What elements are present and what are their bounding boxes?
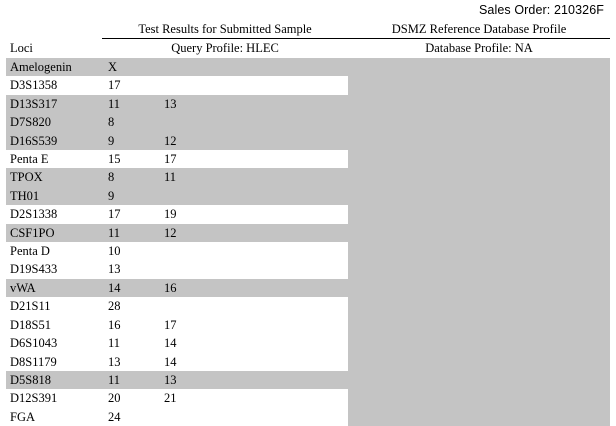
- row-allele-1: 10: [108, 244, 121, 259]
- row-loci-label: FGA: [10, 409, 36, 424]
- table-row: [6, 297, 610, 315]
- row-allele-4: [280, 150, 348, 168]
- row-allele-2: 14: [164, 354, 177, 369]
- row-allele-2: [158, 113, 218, 131]
- row-allele-3: [218, 187, 280, 205]
- row-allele-3: [218, 205, 280, 223]
- row-allele-4: [280, 168, 348, 186]
- row-allele-4: [280, 58, 348, 76]
- row-database-value: [348, 168, 610, 186]
- row-allele-2: [158, 187, 218, 205]
- row-loci-label: D3S1358: [10, 78, 58, 93]
- row-allele-4: [280, 371, 348, 389]
- row-allele-2: 17: [164, 317, 177, 332]
- row-allele-3: [218, 316, 280, 334]
- row-database-value: [348, 187, 610, 205]
- row-database-value: [348, 297, 610, 315]
- row-loci-label: D13S317: [6, 95, 102, 113]
- row-allele-1: 8: [102, 113, 158, 131]
- row-allele-3: [218, 279, 280, 297]
- row-allele-3: [218, 113, 280, 131]
- row-loci-label: D21S11: [10, 299, 51, 314]
- row-allele-3: [218, 334, 280, 352]
- table-row: [6, 95, 610, 113]
- row-allele-1: 11: [102, 95, 158, 113]
- row-allele-2: [158, 297, 218, 315]
- table-row: [6, 113, 610, 131]
- table-row: [6, 353, 610, 371]
- table-row: [6, 187, 610, 205]
- row-allele-4: [280, 95, 348, 113]
- row-allele-2: 13: [158, 371, 218, 389]
- row-allele-1: 14: [102, 279, 158, 297]
- table-section-header-row: [6, 20, 610, 39]
- row-allele-2: 11: [158, 168, 218, 186]
- row-allele-4: [280, 279, 348, 297]
- row-allele-2: [158, 408, 218, 426]
- subheader-database-profile: Database Profile: NA: [425, 41, 533, 55]
- row-loci-label: Penta E: [10, 152, 49, 167]
- table-row: [6, 316, 610, 334]
- row-allele-4: [280, 242, 348, 260]
- row-database-value: [348, 389, 610, 407]
- row-loci-label: D7S820: [6, 113, 102, 131]
- row-allele-4: [280, 389, 348, 407]
- row-allele-4: [280, 334, 348, 352]
- row-allele-3: [218, 150, 280, 168]
- row-allele-4: [280, 353, 348, 371]
- row-allele-3: [218, 408, 280, 426]
- row-allele-4: [280, 205, 348, 223]
- row-allele-3: [218, 58, 280, 76]
- row-database-value: [348, 242, 610, 260]
- row-allele-3: [218, 224, 280, 242]
- row-allele-2: 16: [158, 279, 218, 297]
- row-allele-1: X: [102, 58, 158, 76]
- row-loci-label: Amelogenin: [6, 58, 102, 76]
- section-header-reference: DSMZ Reference Database Profile: [348, 20, 610, 39]
- row-allele-4: [280, 297, 348, 315]
- table-row: [6, 279, 610, 297]
- row-allele-3: [218, 242, 280, 260]
- row-allele-3: [218, 76, 280, 94]
- table-row: [6, 150, 610, 168]
- row-allele-1: 11: [102, 224, 158, 242]
- row-loci-label: D2S1338: [10, 207, 58, 222]
- row-loci-label: D12S391: [10, 391, 58, 406]
- row-database-value: [348, 58, 610, 76]
- row-allele-2: 12: [158, 224, 218, 242]
- row-allele-4: [280, 132, 348, 150]
- row-database-value: [348, 279, 610, 297]
- table-row: [6, 389, 610, 407]
- row-allele-4: [280, 316, 348, 334]
- row-allele-2: [158, 260, 218, 278]
- row-allele-4: [280, 224, 348, 242]
- row-allele-1: 16: [108, 317, 121, 332]
- row-allele-2: 12: [158, 132, 218, 150]
- row-allele-1: 15: [108, 152, 121, 167]
- row-loci-label: CSF1PO: [6, 224, 102, 242]
- row-loci-label: TPOX: [6, 168, 102, 186]
- row-loci-label: D5S818: [6, 371, 102, 389]
- row-allele-3: [218, 132, 280, 150]
- row-allele-1: 8: [102, 168, 158, 186]
- row-allele-4: [280, 113, 348, 131]
- table-row: [6, 168, 610, 186]
- row-allele-1: 20: [108, 391, 121, 406]
- row-allele-2: 21: [164, 391, 177, 406]
- row-database-value: [348, 371, 610, 389]
- row-allele-2: 17: [164, 152, 177, 167]
- table-row: [6, 242, 610, 260]
- row-allele-1: 9: [102, 132, 158, 150]
- row-database-value: [348, 76, 610, 94]
- row-allele-3: [218, 297, 280, 315]
- row-allele-2: 13: [158, 95, 218, 113]
- table-row: [6, 371, 610, 389]
- row-database-value: [348, 260, 610, 278]
- table-row: [6, 334, 610, 352]
- row-allele-3: [218, 95, 280, 113]
- row-database-value: [348, 224, 610, 242]
- row-loci-label: D16S539: [6, 132, 102, 150]
- table-row: [6, 58, 610, 76]
- row-loci-label: D6S1043: [10, 336, 58, 351]
- row-allele-4: [280, 260, 348, 278]
- subheader-loci: Loci: [10, 40, 33, 55]
- row-database-value: [348, 408, 610, 426]
- row-allele-1: 13: [108, 262, 121, 277]
- row-allele-2: 14: [164, 336, 177, 351]
- sales-order-line: Sales Order: 210326F: [479, 3, 604, 17]
- table-subheader-row: [6, 39, 610, 59]
- section-header-spacer: [6, 20, 102, 39]
- table-row: [6, 205, 610, 223]
- row-allele-1: 28: [108, 299, 121, 314]
- table-row: [6, 260, 610, 278]
- row-allele-3: [218, 389, 280, 407]
- row-allele-2: [158, 242, 218, 260]
- row-allele-1: 17: [108, 78, 121, 93]
- row-loci-label: D18S51: [10, 317, 51, 332]
- row-loci-label: Penta D: [10, 244, 50, 259]
- row-allele-1: 17: [108, 207, 121, 222]
- row-database-value: [348, 353, 610, 371]
- row-allele-2: 19: [164, 207, 177, 222]
- table-row: [6, 76, 610, 94]
- str-results-table: [6, 20, 610, 426]
- row-allele-3: [218, 353, 280, 371]
- table-row: [6, 224, 610, 242]
- row-allele-3: [218, 260, 280, 278]
- row-allele-3: [218, 371, 280, 389]
- table-row: [6, 132, 610, 150]
- row-allele-2: [158, 58, 218, 76]
- row-allele-3: [218, 168, 280, 186]
- row-database-value: [348, 205, 610, 223]
- row-database-value: [348, 113, 610, 131]
- row-allele-4: [280, 408, 348, 426]
- row-allele-1: 13: [108, 354, 121, 369]
- row-loci-label: vWA: [6, 279, 102, 297]
- row-allele-4: [280, 187, 348, 205]
- subheader-query-profile: Query Profile: HLEC: [171, 41, 279, 55]
- table-row: [6, 408, 610, 426]
- row-loci-label: D19S433: [10, 262, 58, 277]
- row-database-value: [348, 95, 610, 113]
- row-allele-1: 24: [108, 409, 121, 424]
- row-database-value: [348, 132, 610, 150]
- row-allele-1: 9: [102, 187, 158, 205]
- row-loci-label: D8S1179: [10, 354, 57, 369]
- row-database-value: [348, 334, 610, 352]
- row-allele-1: 11: [108, 336, 121, 351]
- row-allele-4: [280, 76, 348, 94]
- row-allele-1: 11: [102, 371, 158, 389]
- row-loci-label: TH01: [6, 187, 102, 205]
- row-database-value: [348, 150, 610, 168]
- section-header-test-results: Test Results for Submitted Sample: [102, 20, 348, 39]
- row-allele-2: [158, 76, 218, 94]
- row-database-value: [348, 316, 610, 334]
